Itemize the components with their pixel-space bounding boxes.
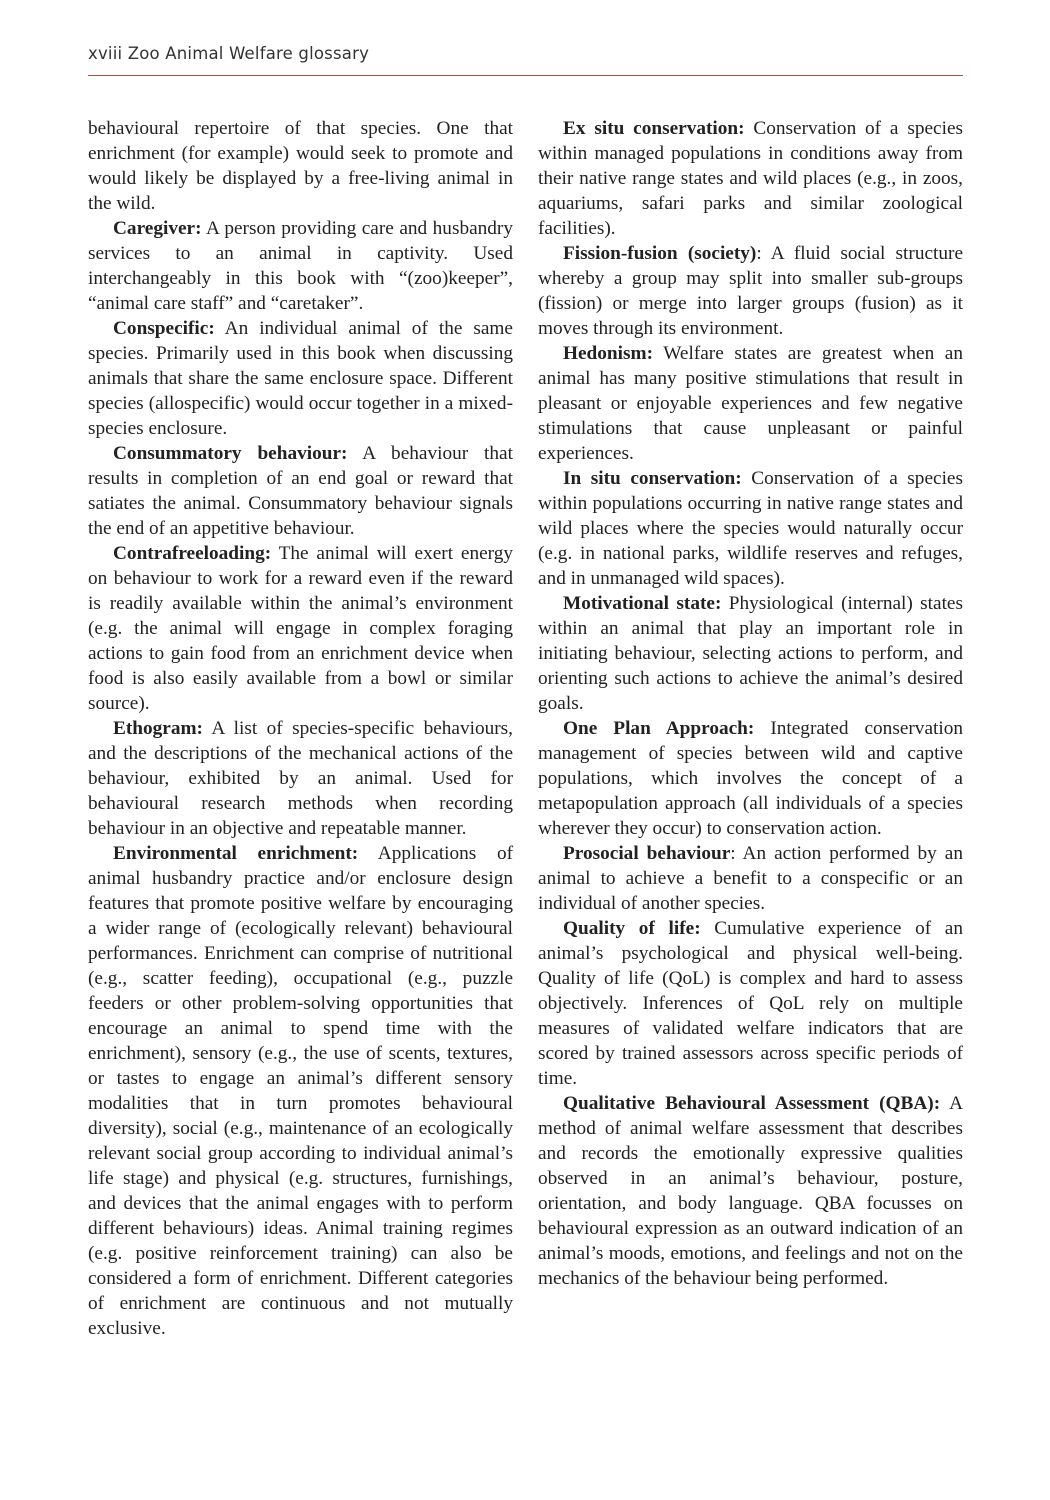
glossary-definition: Conservation of a species within populations occurring in native range states and wild places where the species would naturally occur (e.g. in national parks, wildlife reserves and refuges, and in unmanaged wild spaces).	[538, 468, 963, 589]
glossary-definition: A behaviour that results in completion of an end goal or reward that satiates the animal. Consummatory behaviour signals the end of an appetitive behaviour.	[88, 443, 513, 539]
glossary-entry-conspecific	[88, 316, 513, 441]
glossary-entry-fission-fusion	[538, 241, 963, 341]
glossary-term: Ex situ conservation:	[563, 118, 745, 139]
glossary-term: Contrafreeloading:	[113, 543, 272, 564]
glossary-definition: The animal will exert energy on behaviour to work for a reward even if the reward is readily available within the animal’s environment (e.g. the animal will engage in complex foraging actions to gain food from an enrichment device when food is also easily available from a bowl or similar source).	[88, 543, 513, 714]
glossary-entry-hedonism	[538, 341, 963, 466]
glossary-column-left	[88, 116, 513, 1341]
glossary-term: Environmental enrichment:	[113, 843, 359, 864]
glossary-entry-one-plan-approach	[538, 716, 963, 841]
glossary-entry-motivational-state	[538, 591, 963, 716]
glossary-definition: A method of animal welfare assessment that describes and records the emotionally expressive qualities observed in an animal’s behaviour, posture, orientation, and body language. QBA focusses on behavioural expression as an outward indication of an animal’s moods, emotions, and feelings and not on the mechanics of the behaviour being performed.	[538, 1093, 964, 1289]
glossary-definition: : A fluid social structure whereby a group may split into smaller sub-groups (fission) or merge into larger groups (fusion) as it moves through its environment.	[538, 243, 963, 339]
glossary-entry-prosocial-behaviour	[538, 841, 963, 916]
glossary-entry-qba	[538, 1091, 963, 1291]
glossary-definition: Integrated conservation management of species between wild and captive populations, which involves the concept of a metapopulation approach (all individuals of a species wherever they occur) to conservation action.	[538, 718, 964, 839]
glossary-term: Ethogram:	[113, 718, 203, 739]
glossary-definition: Applications of animal husbandry practice and/or enclosure design features that promote positive welfare by encouraging a wider range of (ecologically relevant) behavioural performances. Enrichment can comprise of nutritional (e.g., scatter feeding), occupational (e.g., puzzle feeders or other problem-solving opportunities that encourage an animal to spend time with the enrichment), sensory (e.g., the use of scents, textures, or tastes to engage an animal’s different sensory modalities that in turn promotes behavioural diversity), social (e.g., maintenance of an ecologically relevant social group according to individual animal’s life stage) and physical (e.g. structures, furnishings, and devices that the animal engages with to perform different behaviours) ideas. Animal training regimes (e.g. positive reinforcement training) can also be considered a form of enrichment. Different categories of enrichment are continuous and not mutually exclusive.	[88, 843, 514, 1339]
glossary-entry-contrafreeloading	[88, 541, 513, 716]
glossary-entry-ethogram	[88, 716, 513, 841]
glossary-term: Caregiver:	[113, 218, 202, 239]
glossary-entry-quality-of-life	[538, 916, 963, 1091]
glossary-entry-environmental-enrichment	[88, 841, 513, 1341]
glossary-entry-ex-situ-conservation	[538, 116, 963, 241]
glossary-definition: : An action performed by an animal to achieve a benefit to a conspecific or an individual of another species.	[538, 843, 963, 914]
glossary-term: In situ conservation:	[563, 468, 742, 489]
glossary-definition: Physiological (internal) states within an animal that play an important role in initiating behaviour, selecting actions to perform, and orienting such actions to achieve the animal’s desired goals.	[538, 593, 963, 714]
glossary-definition: Welfare states are greatest when an animal has many positive stimulations that result in pleasant or enjoyable experiences and few negative stimulations that cause unpleasant or painful experiences.	[538, 343, 963, 464]
glossary-definition: Cumulative experience of an animal’s psychological and physical well-being. Quality of life (QoL) is complex and hard to assess objectively. Inferences of QoL rely on multiple measures of validated welfare indicators that are scored by trained assessors across specific periods of time.	[538, 918, 964, 1089]
glossary-term: Hedonism:	[563, 343, 653, 364]
glossary-term: Motivational state:	[563, 593, 722, 614]
header-rule	[88, 75, 963, 76]
glossary-term: Conspecific:	[113, 318, 215, 339]
glossary-term: Consummatory behaviour:	[113, 443, 348, 464]
glossary-term: Fission-fusion (society)	[563, 243, 757, 264]
glossary-term: Prosocial behaviour	[563, 843, 731, 864]
glossary-entry-consummatory-behaviour	[88, 441, 513, 541]
glossary-term: Quality of life:	[563, 918, 701, 939]
glossary-term: One Plan Approach:	[563, 718, 755, 739]
glossary-column-right	[538, 116, 963, 1291]
glossary-definition: An individual animal of the same species. Primarily used in this book when discussing animals that share the same enclosure space. Different species (allospecific) would occur together in a mixed-species enclosure.	[88, 318, 513, 439]
glossary-definition: A list of species-specific behaviours, and the descriptions of the mechanical actions of the behaviour, exhibited by an animal. Used for behavioural research methods when recording behaviour in an objective and repeatable manner.	[88, 718, 513, 839]
glossary-definition: A person providing care and husbandry services to an animal in captivity. Used interchangeably in this book with “(zoo)keeper”, “animal care staff” and “caretaker”.	[88, 218, 513, 314]
glossary-entry-in-situ-conservation	[538, 466, 963, 591]
continued-entry-text: behavioural repertoire of that species. One that enrichment (for example) would seek to promote and would likely be displayed by a free-living animal in the wild.	[88, 118, 513, 214]
glossary-entry-caregiver	[88, 216, 513, 316]
glossary-term: Qualitative Behavioural Assessment (QBA):	[563, 1093, 941, 1114]
running-head: xviii Zoo Animal Welfare glossary	[88, 44, 370, 63]
glossary-definition: Conservation of a species within managed populations in conditions away from their native range states and wild places (e.g., in zoos, aquariums, safari parks and similar zoological facilities).	[538, 118, 964, 239]
